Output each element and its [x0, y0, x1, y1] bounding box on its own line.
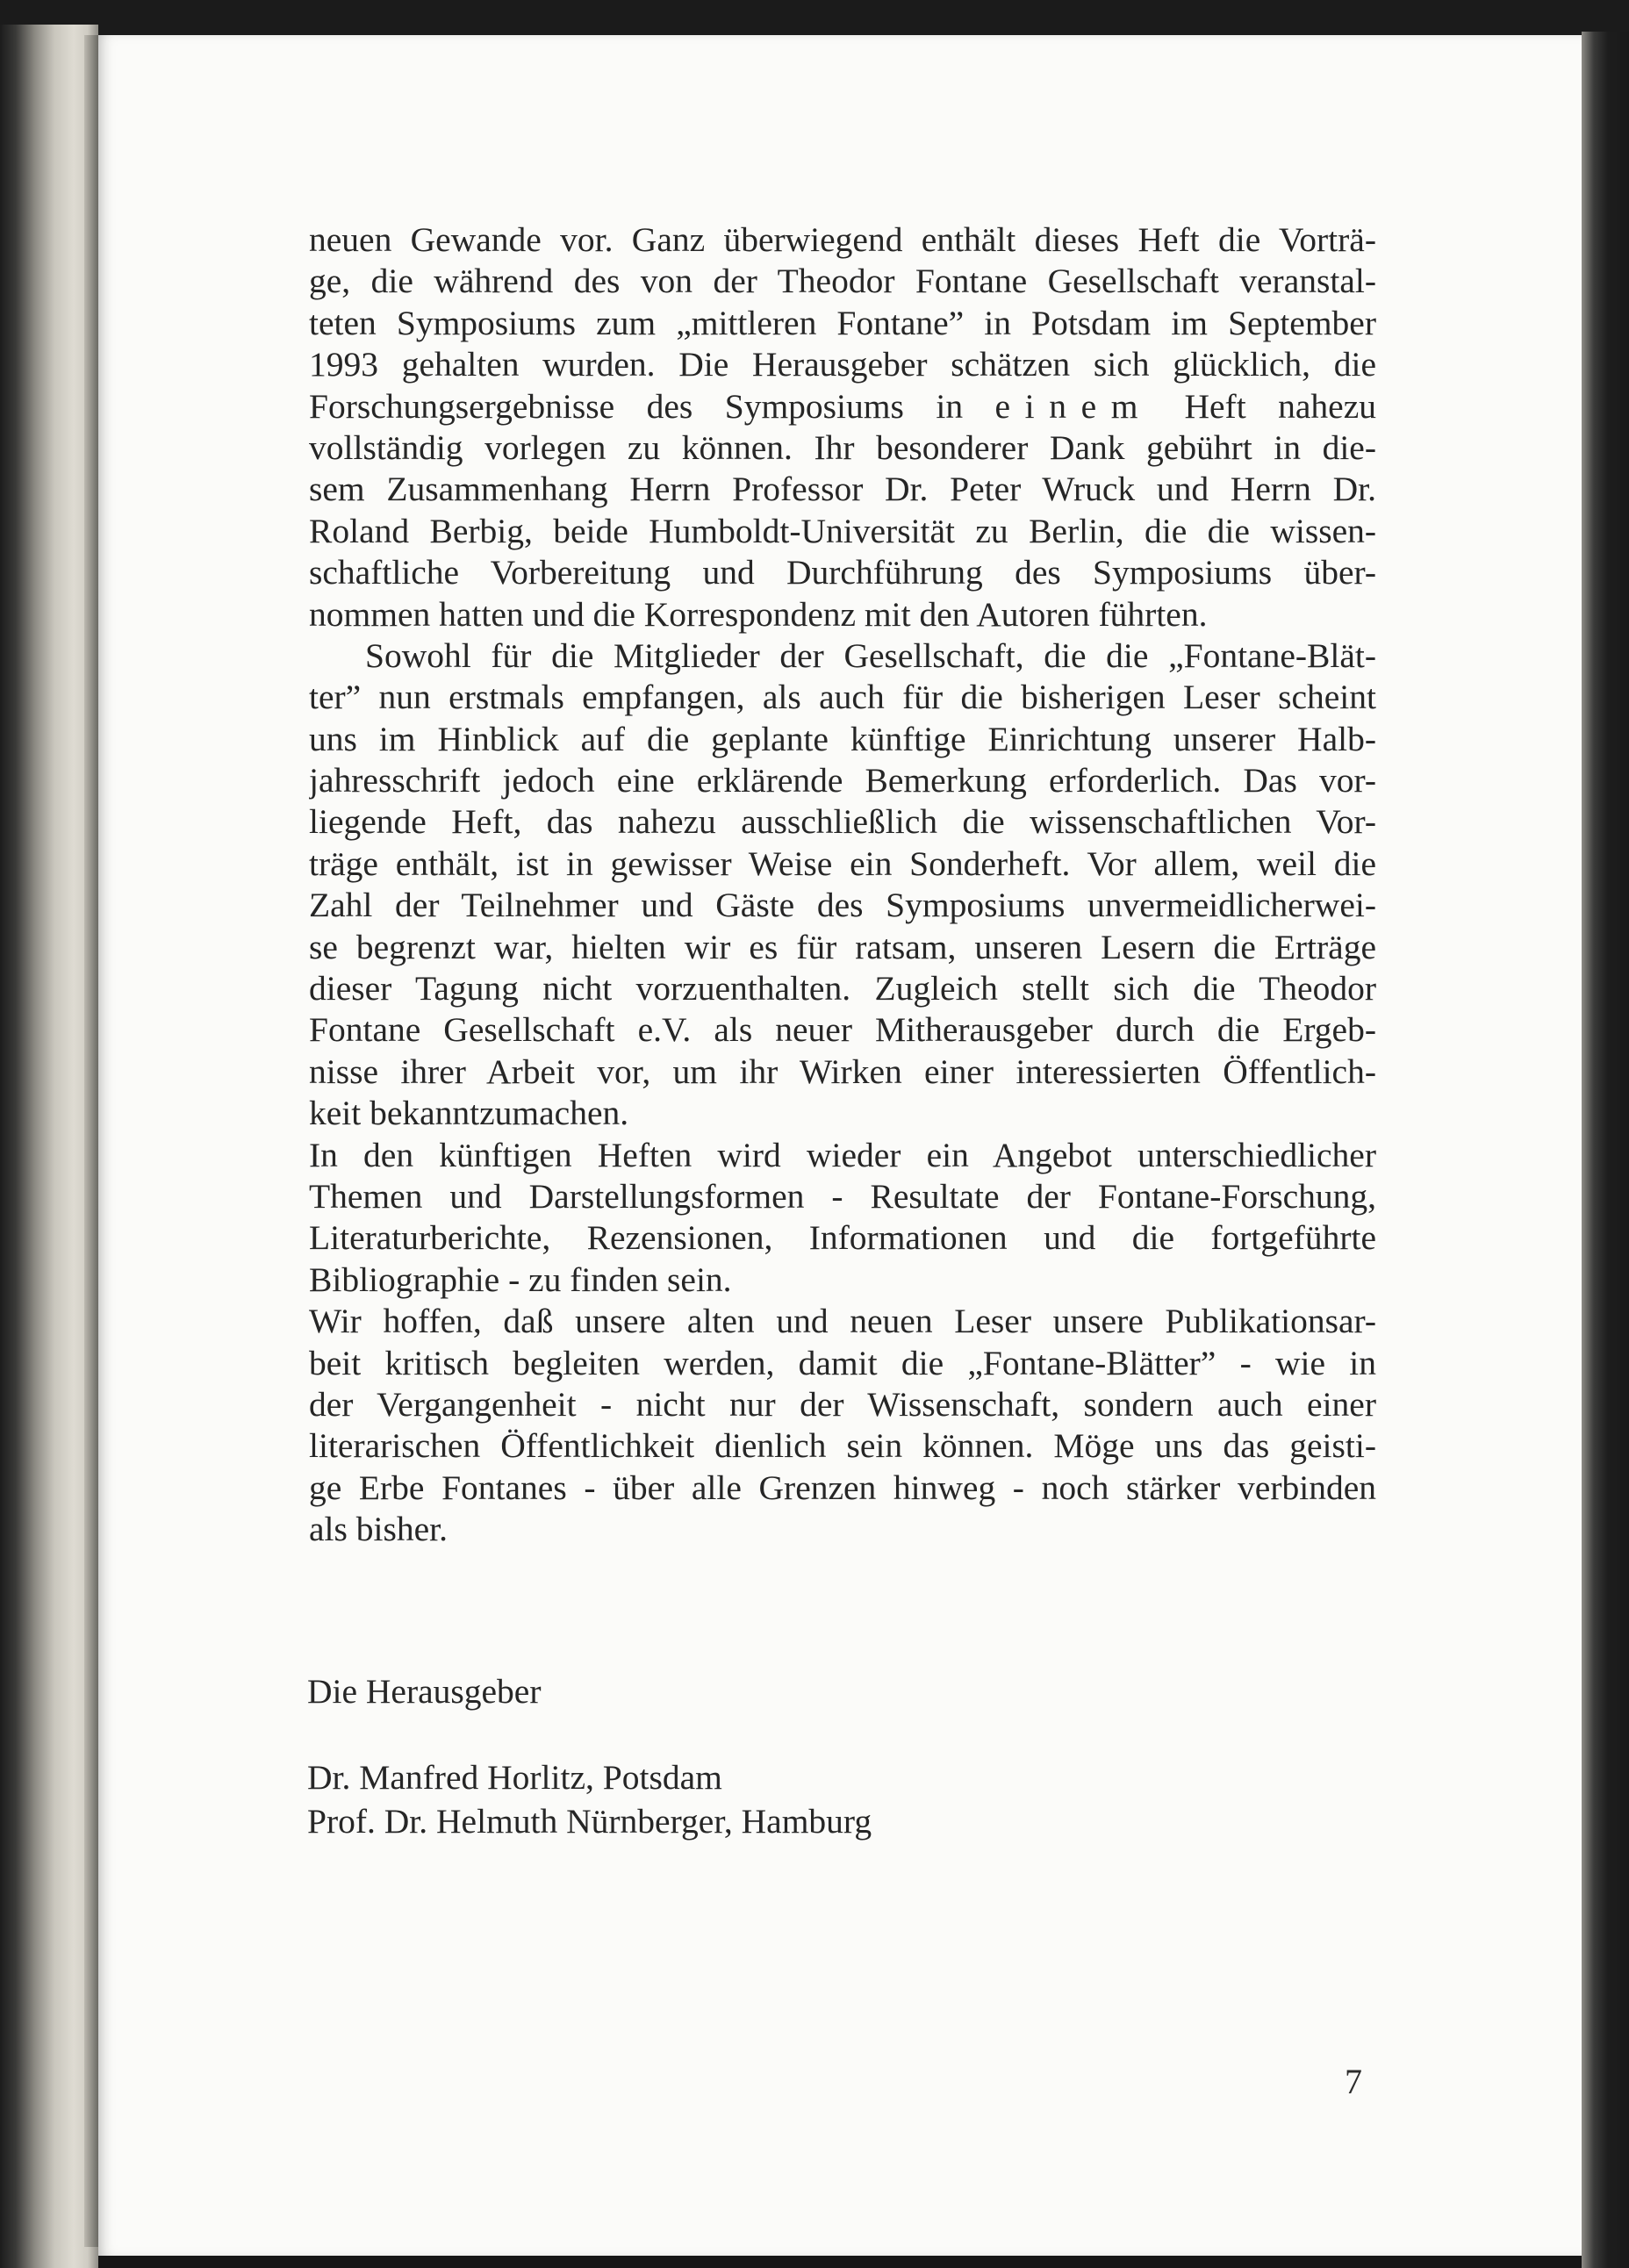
text-line: neuen Gewande vor. Ganz überwiegend enthält dieses Heft die Vorträ-	[309, 220, 1376, 259]
text-line: liegende Heft, das nahezu ausschließlich die wissenschaftlichen Vor-	[309, 802, 1376, 842]
text-line-emphasis	[309, 386, 1376, 427]
book-gutter	[84, 35, 98, 2247]
text-line: 1993 gehalten wurden. Die Herausgeber schätzen sich glücklich, die	[309, 345, 1376, 384]
scan-top-border	[0, 0, 1629, 39]
signature-block	[307, 1669, 872, 1843]
text-line: ge, die während des von der Theodor Fontane Gesellschaft veranstal-	[309, 262, 1376, 301]
text-line: ter” nun erstmals empfangen, als auch für die bisherigen Leser scheint	[309, 678, 1376, 717]
text-line: Bibliographie - zu finden sein.	[309, 1260, 732, 1299]
text-line: literarischen Öffentlichkeit dienlich sein können. Möge uns das geisti-	[309, 1426, 1376, 1466]
text-line: keit bekanntzumachen.	[309, 1094, 629, 1133]
text-line: sem Zusammenhang Herrn Professor Dr. Peter Wruck und Herrn Dr.	[309, 470, 1376, 509]
text-line: se begrenzt war, hielten wir es für ratsam, unseren Lesern die Erträge	[309, 927, 1376, 966]
text-line: Wir hoffen, daß unsere alten und neuen Leser unsere Publikationsar-	[309, 1302, 1376, 1341]
text-line: ge Erbe Fontanes - über alle Grenzen hinweg - noch stärker verbinden	[309, 1468, 1376, 1507]
text-line: Themen und Darstellungsformen - Resultate der Fontane-Forschung,	[309, 1176, 1376, 1216]
text-line: träge enthält, ist in gewisser Weise ein Sonderheft. Vor allem, weil die	[309, 843, 1376, 883]
text-line: nisse ihrer Arbeit vor, um ihr Wirken einer interessierten Öffentlich-	[309, 1051, 1376, 1091]
text-line: Roland Berbig, beide Humboldt-Universität zu Berlin, die die wissen-	[309, 511, 1376, 550]
text-line: beit kritisch begleiten werden, damit die „Fontane-Blätter” - wie in	[309, 1343, 1376, 1382]
page-right-edge	[1582, 32, 1629, 2268]
text-line: In den künftigen Heften wird wieder ein Angebot unterschiedlicher	[309, 1135, 1376, 1174]
text-line: jahresschrift jedoch eine erklärende Bemerkung erforderlich. Das vor-	[309, 761, 1376, 800]
signature-gap	[307, 1713, 872, 1755]
text-line: teten Symposiums zum „mittleren Fontane” in Potsdam im September	[309, 303, 1376, 342]
text-line: nommen hatten und die Korrespondenz mit den Autoren führten.	[309, 594, 1208, 634]
text-line: als bisher.	[309, 1510, 448, 1549]
text-line: schaftliche Vorbereitung und Durchführung des Symposiums über-	[309, 553, 1376, 592]
text-line: Literaturberichte, Rezensionen, Informationen und die fortgeführte	[309, 1218, 1376, 1258]
signature-label: Die Herausgeber	[307, 1672, 542, 1711]
text-line: Zahl der Teilnehmer und Gäste des Symposiums unvermeidlicherwei-	[309, 886, 1376, 925]
text-line: vollständig vorlegen zu können. Ihr besonderer Dank gebührt in die-	[309, 427, 1376, 467]
text-line: der Vergangenheit - nicht nur der Wissenschaft, sondern auch einer	[309, 1384, 1376, 1424]
editor-name: Prof. Dr. Helmuth Nürnberger, Hamburg	[307, 1802, 872, 1841]
text-line: dieser Tagung nicht vorzuenthalten. Zugleich stellt sich die Theodor	[309, 969, 1376, 1008]
text-line: Fontane Gesellschaft e.V. als neuer Mitherausgeber durch die Ergeb-	[309, 1010, 1376, 1050]
page-number: 7	[1345, 2062, 1362, 2101]
line-part-before: Forschungsergebnisse des Symposiums in	[309, 386, 964, 426]
line-part-after: Heft nahezu	[1184, 386, 1376, 426]
spaced-emphasis-word: einem	[994, 386, 1153, 426]
text-line: Sowohl für die Mitglieder der Gesellschaft, die die „Fontane-Blät-	[365, 635, 1376, 675]
text-line: uns im Hinblick auf die geplante künftige Einrichtung unserer Halb-	[309, 719, 1376, 758]
body-text	[309, 219, 1376, 1551]
editor-name: Dr. Manfred Horlitz, Potsdam	[307, 1758, 722, 1797]
